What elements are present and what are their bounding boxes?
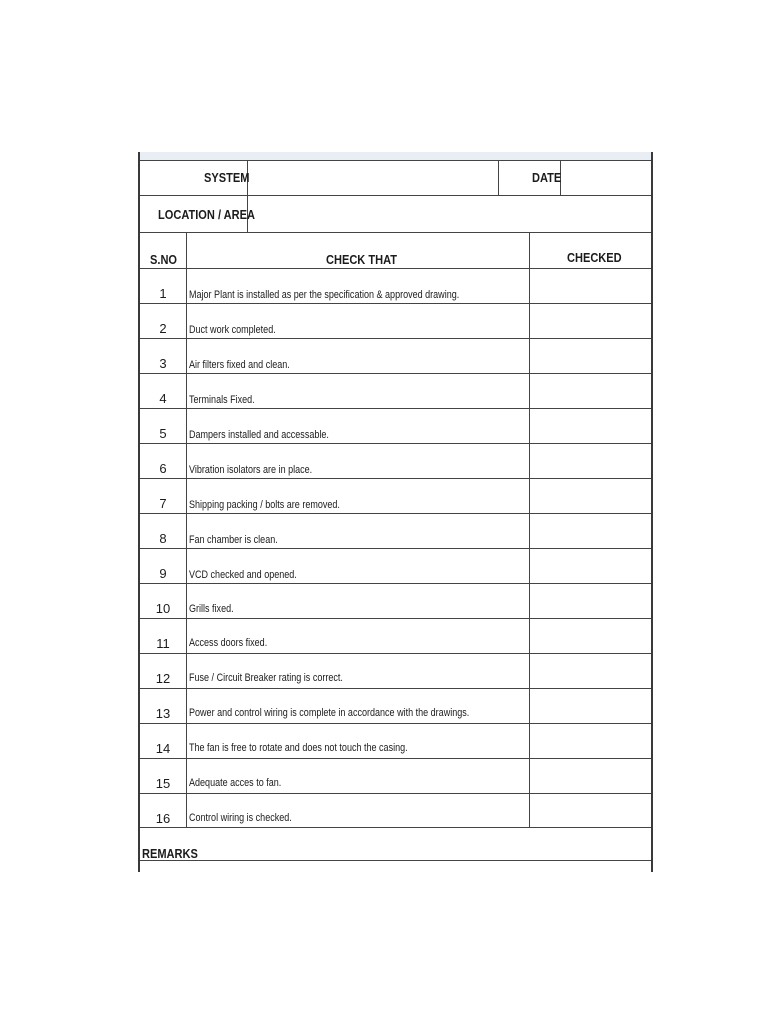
row-number: 12 [155,671,171,686]
checked-cell[interactable] [531,339,653,372]
row-number: 10 [155,601,171,616]
row-number: 7 [159,496,167,511]
row-number: 4 [159,391,167,406]
row-check-text: Fan chamber is clean. [189,534,278,546]
checked-cell[interactable] [531,759,653,792]
system-label: SYSTEM [204,170,250,185]
location-field[interactable] [249,196,653,231]
location-label: LOCATION / AREA [158,207,255,222]
checked-cell[interactable] [531,409,653,442]
row-number: 3 [159,356,167,371]
row-check-text: Dampers installed and accessable. [189,429,329,441]
checked-cell[interactable] [531,479,653,512]
row-number: 1 [159,286,167,301]
system-field[interactable] [249,161,497,194]
checked-cell[interactable] [531,584,653,617]
date-label: DATE [532,170,562,185]
checked-cell[interactable] [531,514,653,547]
remarks-label: REMARKS [142,846,198,861]
row-number: 9 [159,566,167,581]
row-check-text: VCD checked and opened. [189,569,297,581]
checked-cell[interactable] [531,269,653,302]
row-check-text: Access doors fixed. [189,637,268,649]
col-sno: S.NO [150,252,178,267]
checked-cell[interactable] [531,374,653,407]
row-number: 5 [159,426,167,441]
row-check-text: The fan is free to rotate and does not touch the casing. [189,742,408,754]
row-number: 15 [155,776,171,791]
row-check-text: Fuse / Circuit Breaker rating is correct. [189,672,343,684]
date-field[interactable] [562,161,653,194]
checked-cell[interactable] [531,619,653,652]
col-checked: CHECKED [567,250,622,265]
checked-cell[interactable] [531,304,653,337]
row-number: 13 [155,706,171,721]
checked-cell[interactable] [531,689,653,722]
checked-cell[interactable] [531,794,653,826]
row-check-text: Terminals Fixed. [189,394,255,406]
row-check-text: Major Plant is installed as per the specification & approved drawing. [189,289,460,301]
row-number: 16 [155,811,171,826]
row-check-text: Control wiring is checked. [189,812,292,824]
checked-cell[interactable] [531,444,653,477]
row-check-text: Grills fixed. [189,603,234,615]
remarks-field[interactable] [140,861,653,872]
row-number: 11 [156,636,170,651]
row-check-text: Air filters fixed and clean. [189,359,290,371]
col-check-that: CHECK THAT [326,252,398,267]
checked-cell[interactable] [531,654,653,687]
row-number: 2 [159,321,167,336]
row-check-text: Power and control wiring is complete in accordance with the drawings. [189,707,470,719]
checked-cell[interactable] [531,724,653,757]
row-check-text: Adequate acces to fan. [189,777,282,789]
checked-cell[interactable] [531,549,653,582]
row-number: 8 [159,531,167,546]
row-check-text: Vibration isolators are in place. [189,464,313,476]
row-check-text: Shipping packing / bolts are removed. [189,499,340,511]
row-check-text: Duct work completed. [189,324,276,336]
row-number: 6 [159,461,167,476]
checklist-form [138,152,653,872]
row-number: 14 [155,741,171,756]
